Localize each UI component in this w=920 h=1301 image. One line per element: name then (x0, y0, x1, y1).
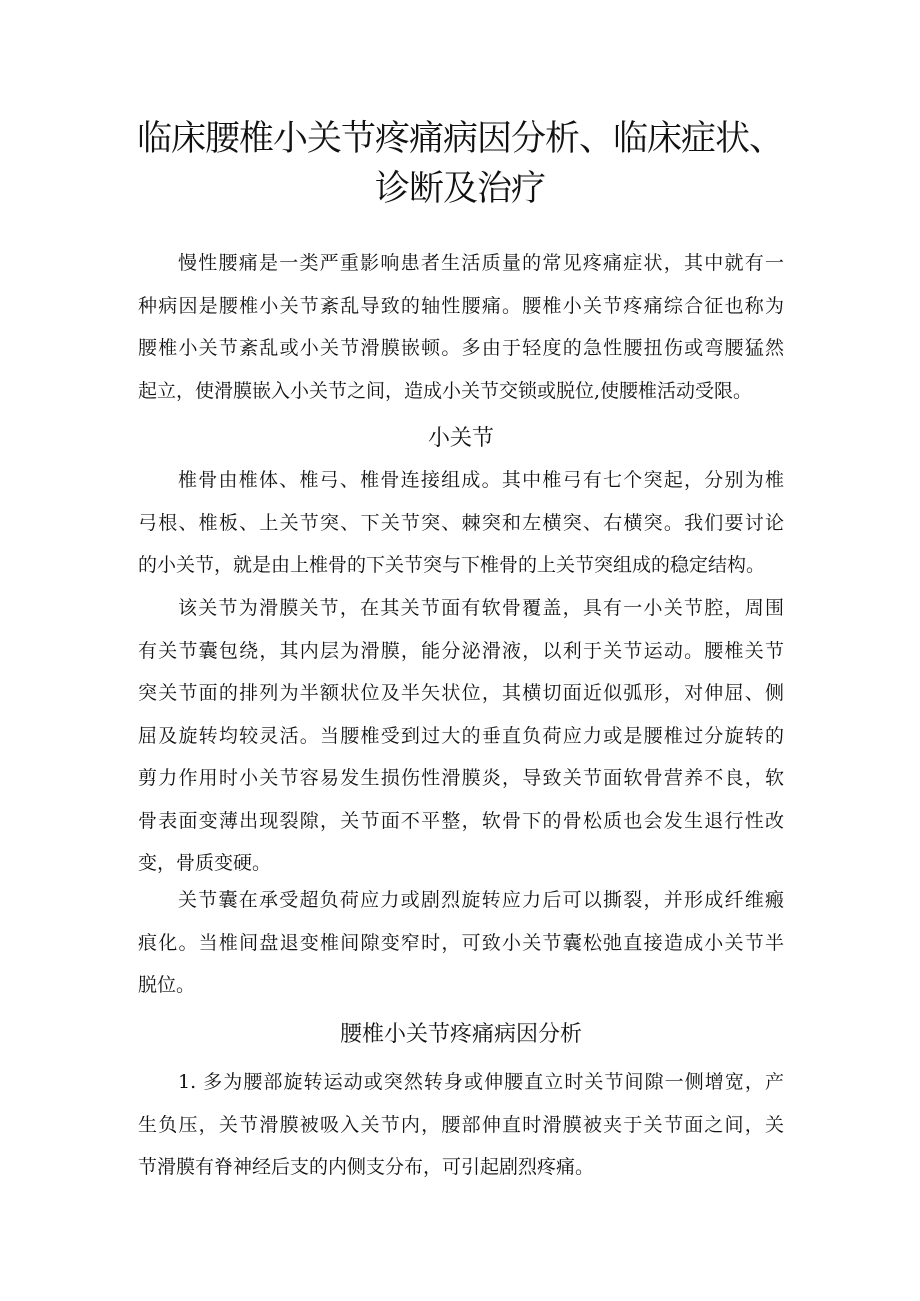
text-line: 起立，使滑膜嵌入小关节之间，造成小关节交锁或脱位,使腰椎活动受限。 (138, 379, 753, 402)
text-line: 有关节囊包绕，其内层为滑膜，能分泌滑液，以利于关节运动。腰椎关节 (138, 639, 784, 662)
text-line: 弓根、椎板、上关节突、下关节突、棘突和左横突、右横突。我们要讨论 (138, 511, 784, 534)
section-heading-facet-joint: 小关节 (427, 426, 494, 451)
text-line: 剪力作用时小关节容易发生损伤性滑膜炎，导致关节面软骨营养不良，软 (138, 767, 784, 789)
title-text: 诊断及治疗 (374, 169, 545, 209)
facet-joint-paragraph-3 (138, 879, 784, 1007)
document-title-line-1 (110, 112, 810, 167)
text-line: 生负压，关节滑膜被吸入关节内，腰部伸直时滑膜被夹于关节面之间，关 (138, 1113, 784, 1136)
text-line: 的小关节，就是由上椎骨的下关节突与下椎骨的上关节突组成的稳定结构。 (138, 554, 766, 576)
text-line: 痕化。当椎间盘退变椎间隙变窄时，可致小关节囊松弛直接造成小关节半 (138, 931, 784, 954)
text-line: 变，骨质变硬。 (138, 852, 272, 874)
facet-joint-paragraph-2 (138, 587, 784, 885)
text-line: 骨表面变薄出现裂隙，关节面不平整，软骨下的骨松质也会发生退行性改 (138, 809, 784, 832)
text-line: 脱位。 (138, 974, 196, 996)
title-text: 临床腰椎小关节疼痛病因分析、临床症状、 (136, 119, 783, 159)
intro-paragraph (138, 242, 784, 412)
text-line: 1. 多为腰部旋转运动或突然转身或伸腰直立时关节间隙一侧增宽，产 (178, 1071, 784, 1093)
section-heading-etiology: 腰椎小关节疼痛病因分析 (339, 1022, 582, 1047)
text-line: 该关节为滑膜关节，在其关节面有软骨覆盖，具有一小关节腔，周围 (178, 597, 784, 619)
document-title-line-2 (110, 162, 810, 217)
text-line: 腰椎小关节紊乱或小关节滑膜嵌顿。多由于轻度的急性腰扭伤或弯腰猛然 (138, 337, 784, 359)
text-line: 节滑膜有脊神经后支的内侧支分布，可引起剧烈疼痛。 (138, 1156, 595, 1178)
etiology-paragraph-1 (138, 1061, 784, 1189)
text-line: 慢性腰痛是一类严重影响患者生活质量的常见疼痛症状，其中就有一 (178, 252, 784, 274)
text-line: 关节囊在承受超负荷应力或剧烈旋转应力后可以撕裂，并形成纤维瘢 (178, 889, 784, 911)
facet-joint-paragraph-1 (138, 459, 784, 587)
text-line: 椎骨由椎体、椎弓、椎骨连接组成。其中椎弓有七个突起，分别为椎 (178, 469, 784, 491)
text-line: 种病因是腰椎小关节紊乱导致的轴性腰痛。腰椎小关节疼痛综合征也称为 (138, 294, 784, 317)
text-line: 屈及旋转均较灵活。当腰椎受到过大的垂直负荷应力或是腰椎过分旋转的 (138, 724, 784, 747)
text-line: 突关节面的排列为半额状位及半矢状位，其横切面近似弧形，对伸屈、侧 (138, 682, 784, 704)
